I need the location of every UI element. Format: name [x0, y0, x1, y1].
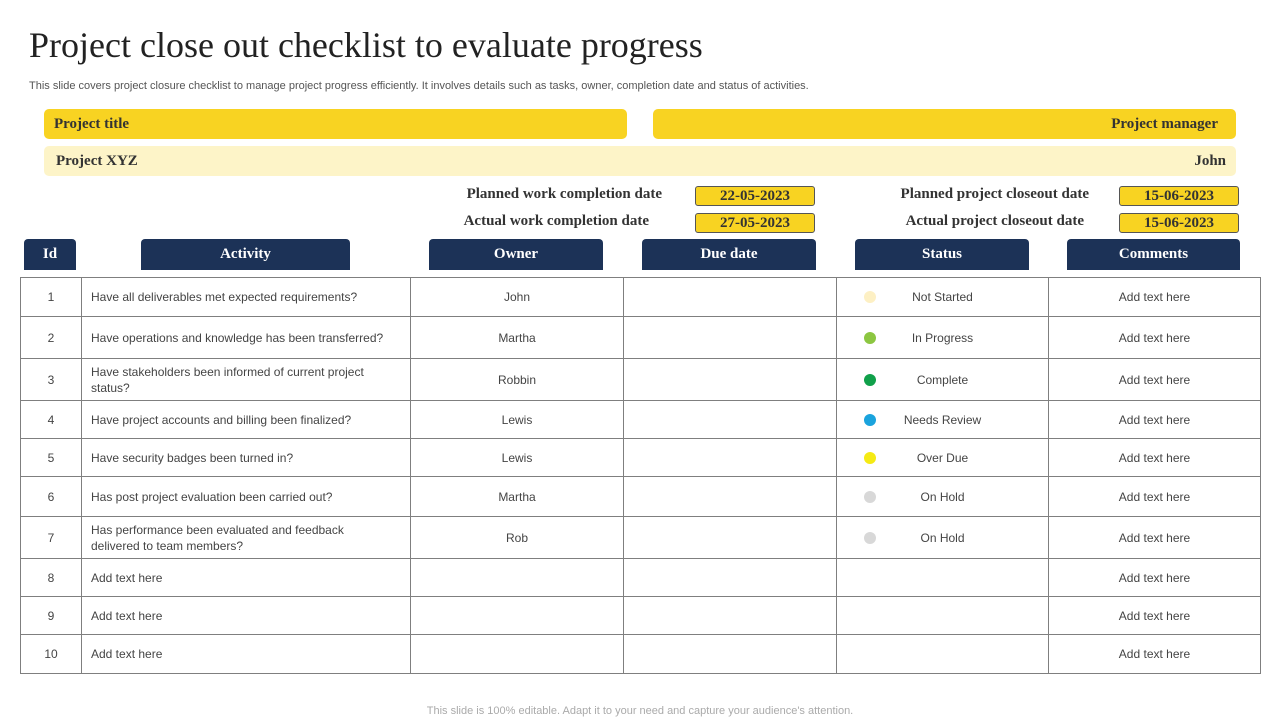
due-date-cell[interactable]	[624, 439, 837, 477]
header-comments: Comments	[1067, 239, 1240, 270]
table-row	[21, 597, 1261, 635]
actual-work-completion-date[interactable]: 27-05-2023	[695, 213, 815, 233]
actual-project-closeout-label: Actual project closeout date	[905, 213, 1084, 229]
footer-note: This slide is 100% editable. Adapt it to your need and capture your audience's attention.	[426, 705, 854, 717]
due-date-cell[interactable]	[624, 317, 837, 359]
row-id: 2	[21, 317, 82, 359]
header-due-date: Due date	[642, 239, 816, 270]
table-row	[21, 477, 1261, 517]
owner-cell[interactable]: John	[411, 278, 624, 317]
slide-subtitle: This slide covers project closure checklist to manage project progress efficiently. It involves details such as tasks, owner, completion date and status of activities.	[29, 80, 809, 92]
row-id: 8	[21, 559, 82, 597]
activity-text: Has post project evaluation been carried out?	[91, 489, 333, 504]
due-date-cell[interactable]	[624, 597, 837, 635]
header-id: Id	[24, 239, 76, 270]
owner-cell[interactable]	[411, 597, 624, 635]
status-cell[interactable]	[837, 278, 1049, 317]
status-text: On Hold	[920, 489, 965, 504]
comment-cell[interactable]: Add text here	[1049, 517, 1261, 559]
row-id: 7	[21, 517, 82, 559]
status-dot-icon	[864, 332, 876, 344]
checklist-table	[20, 277, 1261, 674]
comment-cell[interactable]: Add text here	[1049, 635, 1261, 674]
status-text: On Hold	[920, 530, 965, 545]
row-id: 4	[21, 401, 82, 439]
project-manager-label: Project manager	[1111, 115, 1218, 132]
table-row	[21, 635, 1261, 674]
owner-cell[interactable]: Martha	[411, 317, 624, 359]
project-values-bar	[44, 146, 1236, 176]
status-cell[interactable]	[837, 317, 1049, 359]
due-date-cell[interactable]	[624, 517, 837, 559]
row-id: 10	[21, 635, 82, 674]
table-row	[21, 401, 1261, 439]
activity-text: Have operations and knowledge has been transferred?	[91, 330, 384, 345]
owner-cell[interactable]: Rob	[411, 517, 624, 559]
due-date-cell[interactable]	[624, 635, 837, 674]
status-text: Over Due	[916, 450, 969, 465]
row-id: 3	[21, 359, 82, 401]
status-text: Complete	[916, 372, 969, 387]
row-id: 1	[21, 278, 82, 317]
table-row	[21, 317, 1261, 359]
owner-cell[interactable]: Martha	[411, 477, 624, 517]
row-id: 6	[21, 477, 82, 517]
activity-text: Have stakeholders been informed of current project status?	[91, 364, 364, 395]
status-dot-icon	[864, 414, 876, 426]
due-date-cell[interactable]	[624, 477, 837, 517]
comment-cell[interactable]: Add text here	[1049, 439, 1261, 477]
comment-cell[interactable]: Add text here	[1049, 401, 1261, 439]
due-date-cell[interactable]	[624, 559, 837, 597]
status-text: Not Started	[912, 290, 973, 304]
slide-title: Project close out checklist to evaluate progress	[29, 25, 703, 65]
header-status: Status	[855, 239, 1029, 270]
planned-project-closeout-date[interactable]: 15-06-2023	[1119, 186, 1239, 206]
activity-cell[interactable]	[82, 635, 411, 674]
project-manager-value[interactable]: John	[1194, 152, 1226, 169]
owner-cell[interactable]	[411, 635, 624, 674]
planned-project-closeout-label: Planned project closeout date	[900, 186, 1089, 202]
activity-cell[interactable]	[82, 517, 411, 559]
activity-cell[interactable]	[82, 477, 411, 517]
owner-cell[interactable]: Lewis	[411, 439, 624, 477]
activity-text: Has performance been evaluated and feedback delivered to team members?	[91, 522, 344, 553]
activity-text: Have all deliverables met expected requirements?	[91, 290, 358, 304]
table-row	[21, 278, 1261, 317]
comment-cell[interactable]: Add text here	[1049, 317, 1261, 359]
status-cell[interactable]	[837, 439, 1049, 477]
activity-cell[interactable]	[82, 401, 411, 439]
planned-work-completion-label: Planned work completion date	[466, 186, 662, 202]
status-cell[interactable]	[837, 559, 1049, 597]
status-dot-icon	[864, 374, 876, 386]
table-row	[21, 517, 1261, 559]
project-title-value[interactable]: Project XYZ	[56, 152, 138, 169]
status-dot-icon	[864, 291, 876, 303]
row-id: 9	[21, 597, 82, 635]
activity-text: Add text here	[91, 647, 163, 661]
header-owner: Owner	[429, 239, 603, 270]
status-cell[interactable]	[837, 477, 1049, 517]
status-cell[interactable]	[837, 517, 1049, 559]
activity-text: Have security badges been turned in?	[91, 450, 294, 465]
activity-cell[interactable]	[82, 559, 411, 597]
planned-work-completion-date[interactable]: 22-05-2023	[695, 186, 815, 206]
comment-cell[interactable]: Add text here	[1049, 278, 1261, 317]
comment-cell[interactable]: Add text here	[1049, 477, 1261, 517]
status-cell[interactable]	[837, 635, 1049, 674]
due-date-cell[interactable]	[624, 401, 837, 439]
project-manager-bar	[653, 109, 1236, 139]
activity-cell[interactable]	[82, 439, 411, 477]
due-date-cell[interactable]	[624, 278, 837, 317]
comment-cell[interactable]: Add text here	[1049, 359, 1261, 401]
status-cell[interactable]	[837, 359, 1049, 401]
actual-work-completion-label: Actual work completion date	[463, 213, 649, 229]
status-cell[interactable]	[837, 597, 1049, 635]
activity-cell[interactable]	[82, 359, 411, 401]
activity-text: Add text here	[91, 608, 163, 623]
owner-cell[interactable]: Lewis	[411, 401, 624, 439]
activity-text: Add text here	[91, 570, 163, 585]
status-dot-icon	[864, 491, 876, 503]
actual-project-closeout-date[interactable]: 15-06-2023	[1119, 213, 1239, 233]
activity-text: Have project accounts and billing been finalized?	[91, 412, 352, 427]
due-date-cell[interactable]	[624, 359, 837, 401]
project-title-label: Project title	[54, 115, 130, 132]
activity-cell[interactable]	[82, 597, 411, 635]
table-row	[21, 559, 1261, 597]
header-activity: Activity	[141, 239, 350, 270]
comment-cell[interactable]: Add text here	[1049, 559, 1261, 597]
project-title-bar	[44, 109, 627, 139]
table-row	[21, 439, 1261, 477]
table-row	[21, 359, 1261, 401]
status-text: In Progress	[911, 330, 974, 345]
owner-cell[interactable]	[411, 559, 624, 597]
status-dot-icon	[864, 452, 876, 464]
row-id: 5	[21, 439, 82, 477]
activity-cell[interactable]	[82, 317, 411, 359]
owner-cell[interactable]: Robbin	[411, 359, 624, 401]
comment-cell[interactable]: Add text here	[1049, 597, 1261, 635]
status-text: Needs Review	[903, 412, 982, 427]
status-dot-icon	[864, 532, 876, 544]
activity-cell[interactable]	[82, 278, 411, 317]
status-cell[interactable]	[837, 401, 1049, 439]
